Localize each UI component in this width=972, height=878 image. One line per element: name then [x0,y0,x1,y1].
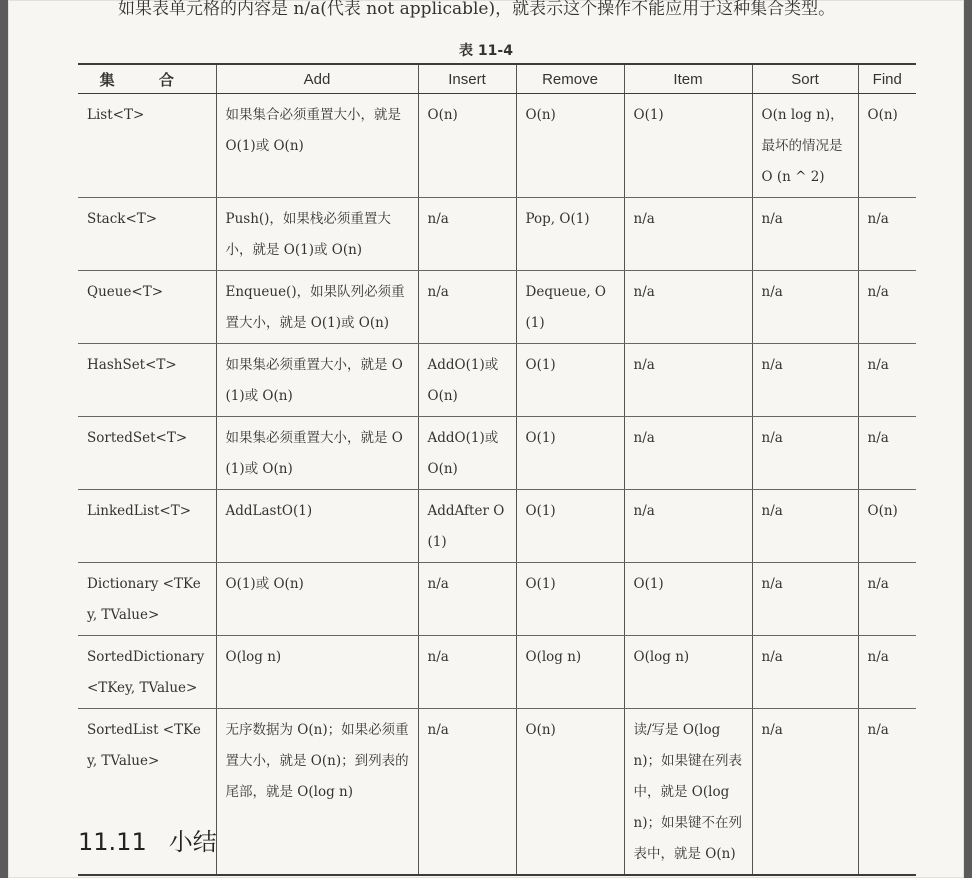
cell-find: n/a [858,563,916,636]
header-find: Find [858,64,916,94]
cell-find: n/a [858,636,916,709]
cell-remove: O(1) [516,417,624,490]
table-row [78,490,916,563]
cell-remove: Dequeue, O(1) [516,271,624,344]
header-insert: Insert [418,64,516,94]
header-sort: Sort [752,64,858,94]
cell-collection: Stack<T> [78,198,216,271]
cell-item: O(1) [624,94,752,198]
cell-remove: Pop, O(1) [516,198,624,271]
cell-sort: n/a [752,490,858,563]
table-row [78,563,916,636]
cell-sort: n/a [752,636,858,709]
cell-find: n/a [858,344,916,417]
cell-collection: Dictionary <TKey, TValue> [78,563,216,636]
cell-collection: SortedSet<T> [78,417,216,490]
cell-collection: SortedDictionary <TKey, TValue> [78,636,216,709]
cell-add: 如果集必须重置大小，就是 O(1)或 O(n) [216,417,418,490]
cell-sort: n/a [752,709,858,876]
header-collection: 集 合 [78,64,216,94]
table-row [78,271,916,344]
cell-insert: n/a [418,198,516,271]
cell-item: n/a [624,490,752,563]
cell-sort: n/a [752,271,858,344]
cell-insert: n/a [418,271,516,344]
cell-item: n/a [624,198,752,271]
viewer-left-border [0,0,8,878]
cell-sort: n/a [752,344,858,417]
cell-sort: n/a [752,563,858,636]
complexity-table [78,63,916,876]
cell-sort: n/a [752,198,858,271]
cell-collection: List<T> [78,94,216,198]
header-remove: Remove [516,64,624,94]
section-title: 小结 [168,828,217,856]
header-item: Item [624,64,752,94]
cell-insert: AddO(1)或 O(n) [418,417,516,490]
cell-insert: n/a [418,563,516,636]
cell-find: n/a [858,271,916,344]
table-row [78,636,916,709]
cell-item: 读/写是 O(log n)；如果键在列表中，就是 O(log n)；如果键不在列表中，就是 O(n) [624,709,752,876]
cell-item: O(log n) [624,636,752,709]
table-row [78,198,916,271]
cell-find: O(n) [858,94,916,198]
viewer-right-border [964,0,972,878]
cell-add: Enqueue()，如果队列必须重置大小，就是 O(1)或 O(n) [216,271,418,344]
table-row [78,417,916,490]
cell-add: 如果集必须重置大小，就是 O(1)或 O(n) [216,344,418,417]
cell-add: Push()，如果栈必须重置大小，就是 O(1)或 O(n) [216,198,418,271]
section-heading [78,822,217,857]
document-page [8,0,964,878]
table-header-row [78,64,916,94]
cell-insert: n/a [418,636,516,709]
cell-find: n/a [858,709,916,876]
cell-collection: Queue<T> [78,271,216,344]
table-body [78,94,916,876]
cell-sort: O(n log n)，最坏的情况是 O (n ^ 2) [752,94,858,198]
table-caption: 表 11-4 [459,43,513,59]
cell-remove: O(1) [516,563,624,636]
cell-find: O(n) [858,490,916,563]
cell-insert: AddO(1)或 O(n) [418,344,516,417]
cell-item: n/a [624,417,752,490]
cell-collection: HashSet<T> [78,344,216,417]
cell-collection: LinkedList<T> [78,490,216,563]
cell-item: n/a [624,344,752,417]
table-row [78,344,916,417]
cell-insert: O(n) [418,94,516,198]
cell-remove: O(1) [516,344,624,417]
cell-collection: SortedList <TKey, TValue> [78,709,216,876]
cell-remove: O(log n) [516,636,624,709]
cell-remove: O(1) [516,490,624,563]
header-add: Add [216,64,418,94]
cell-insert: n/a [418,709,516,876]
cell-add: O(log n) [216,636,418,709]
cell-remove: O(n) [516,709,624,876]
intro-paragraph: 如果表单元格的内容是 n/a(代表 not applicable)，就表示这个操作不能应用于这种集合类型。 [118,0,836,19]
cell-add: AddLastO(1) [216,490,418,563]
cell-find: n/a [858,198,916,271]
cell-remove: O(n) [516,94,624,198]
cell-add: 无序数据为 O(n)；如果必须重置大小，就是 O(n)；到列表的尾部，就是 O(log n) [216,709,418,876]
cell-add: O(1)或 O(n) [216,563,418,636]
table-row [78,94,916,198]
cell-insert: AddAfter O(1) [418,490,516,563]
cell-add: 如果集合必须重置大小，就是 O(1)或 O(n) [216,94,418,198]
section-number: 11.11 [78,828,147,856]
cell-item: n/a [624,271,752,344]
cell-sort: n/a [752,417,858,490]
cell-find: n/a [858,417,916,490]
cell-item: O(1) [624,563,752,636]
